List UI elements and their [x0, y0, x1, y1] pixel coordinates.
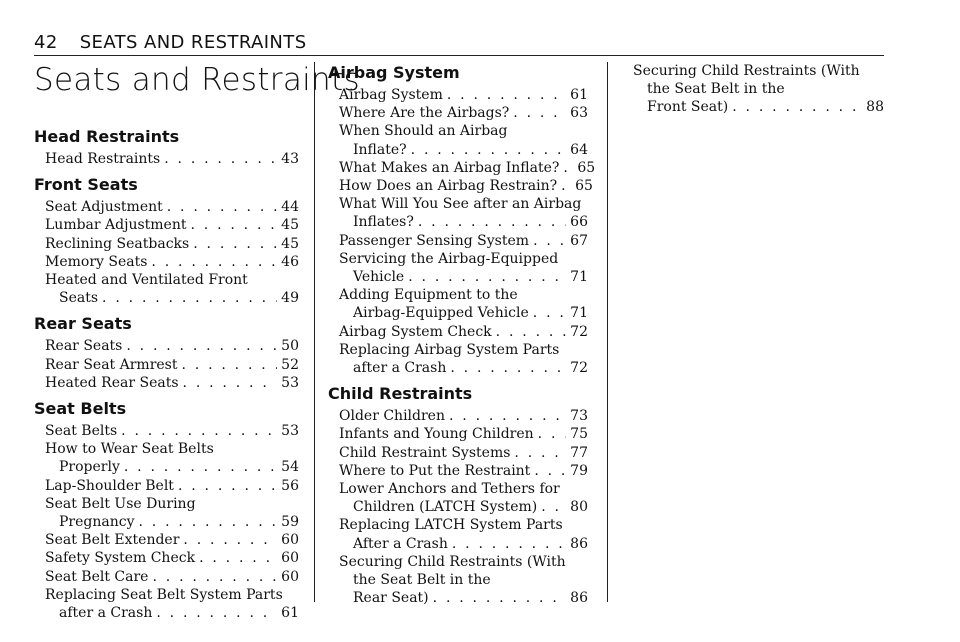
toc-entry-line: [45, 604, 299, 622]
dot-leader: [450, 359, 566, 377]
toc-entry[interactable]: [328, 462, 588, 480]
toc-page-number: 49: [281, 290, 299, 307]
toc-entry-text: Seats: [59, 290, 99, 307]
toc-section-rear-seats: [34, 315, 299, 392]
dot-leader: [124, 458, 277, 476]
toc-entry-text: Airbag-Equipped Vehicle: [353, 305, 529, 322]
toc-entry-line: [339, 286, 588, 304]
toc-column-3: [622, 62, 884, 125]
toc-entry-line: [339, 122, 588, 140]
section-heading: Seat Belts: [34, 399, 127, 419]
toc-entry-line: [339, 553, 588, 571]
toc-page-number: 67: [570, 232, 588, 249]
toc-page-number: 53: [281, 423, 299, 440]
dot-leader: [513, 104, 566, 122]
toc-entry[interactable]: [328, 86, 588, 104]
toc-entry-line: [339, 462, 588, 480]
toc-entry-text: Properly: [59, 459, 120, 476]
toc-entry-line: [45, 198, 299, 216]
toc-entry-line: [339, 444, 588, 462]
toc-page-number: 59: [281, 514, 299, 531]
toc-entry-line: [45, 150, 299, 168]
toc-entry-line: [45, 549, 299, 567]
toc-entry-line: [339, 195, 588, 213]
toc-page-number: 43: [281, 151, 299, 167]
toc-entry-line: [45, 477, 299, 495]
toc-page-number: 61: [281, 605, 299, 622]
toc-entry-text: Lap-Shoulder Belt: [45, 477, 174, 494]
toc-page-number: 56: [281, 477, 299, 494]
dot-leader: [139, 513, 278, 531]
toc-page-number: 71: [570, 269, 588, 286]
dot-leader: [181, 356, 277, 374]
toc-entry[interactable]: [328, 407, 588, 425]
toc-page-number: 66: [570, 214, 588, 231]
toc-entry-line: [45, 289, 299, 307]
toc-entry-text: Children (LATCH System): [353, 499, 538, 516]
toc-entry-line: [339, 341, 588, 359]
section-heading: Child Restraints: [328, 384, 473, 404]
toc-column-1: [34, 62, 360, 630]
toc-entry[interactable]: [34, 531, 299, 549]
toc-entry[interactable]: [34, 477, 299, 495]
dot-leader: [151, 253, 277, 271]
toc-entries: [328, 86, 596, 377]
dot-leader: [732, 98, 862, 116]
dot-leader: [496, 323, 567, 341]
toc-entry[interactable]: [34, 198, 299, 216]
toc-page-number: 71: [570, 305, 588, 322]
toc-entry-line: [339, 232, 588, 250]
toc-entry[interactable]: [328, 516, 588, 552]
toc-entry-line: [339, 104, 588, 122]
toc-entry-text: Front Seat): [647, 99, 729, 116]
toc-entry-line: [339, 480, 588, 498]
toc-entry-line: [45, 337, 299, 355]
toc-entry-line: [45, 440, 299, 458]
toc-entry-text: How Does an Airbag Restrain?: [339, 178, 558, 195]
toc-entry-line: [339, 589, 588, 607]
toc-entry[interactable]: [34, 337, 299, 355]
toc-page-number: 52: [281, 356, 299, 373]
toc-entry[interactable]: [34, 356, 299, 374]
toc-entry-line: [45, 495, 299, 513]
column-divider: [607, 62, 608, 602]
toc-page-number: 44: [281, 199, 299, 216]
toc-entries: [622, 62, 884, 117]
section-heading: Airbag System: [328, 63, 460, 82]
toc-entry-text: after a Crash: [59, 605, 153, 622]
toc-page-number: 54: [281, 459, 299, 476]
dot-leader: [561, 177, 571, 195]
toc-entry-text: Older Children: [339, 408, 445, 425]
dot-leader: [563, 159, 573, 177]
toc-page-number: 77: [570, 444, 588, 461]
toc-entry-line: [339, 425, 588, 443]
toc-entry-line: [339, 159, 596, 177]
toc-entry-line: [45, 458, 299, 476]
toc-page-number: 86: [570, 590, 588, 607]
toc-page-number: 88: [866, 99, 884, 116]
dot-leader: [433, 589, 567, 607]
toc-entry-text: Pregnancy: [59, 514, 135, 531]
toc-entry-text: Replacing Seat Belt System Parts: [45, 586, 283, 603]
toc-entries: [328, 407, 588, 607]
toc-entry[interactable]: [328, 286, 588, 322]
toc-entry-text: Heated and Ventilated Front: [45, 272, 248, 289]
toc-entry[interactable]: [328, 195, 588, 231]
toc-section-child-restraints-continued: [622, 62, 884, 117]
toc-entry-line: [45, 374, 299, 392]
toc-entry-line: [45, 253, 299, 271]
toc-entry-text: Inflate?: [353, 141, 407, 158]
toc-entry-line: [339, 359, 588, 377]
toc-page-number: 60: [281, 550, 299, 567]
toc-entry[interactable]: [34, 253, 299, 271]
toc-entries: [34, 337, 299, 392]
toc-page-number: 45: [281, 217, 299, 234]
toc-entry[interactable]: [328, 122, 588, 158]
dot-leader: [156, 604, 277, 622]
toc-entry[interactable]: [34, 216, 299, 234]
dot-leader: [178, 477, 277, 495]
toc-section-child-restraints: [328, 385, 588, 607]
toc-page-number: 60: [281, 532, 299, 549]
toc-entry-line: [339, 86, 588, 104]
toc-entry-line: [45, 271, 299, 289]
toc-page-number: 79: [570, 462, 588, 479]
dot-leader: [533, 304, 566, 322]
toc-page-number: 65: [575, 178, 593, 195]
toc-entry-line: [45, 356, 299, 374]
toc-entry-text: Lower Anchors and Tethers for: [339, 481, 560, 498]
column-divider: [314, 62, 315, 602]
dot-leader: [447, 86, 566, 104]
dot-leader: [152, 568, 277, 586]
toc-entry-text: Where Are the Airbags?: [339, 105, 510, 122]
toc-entry[interactable]: [328, 232, 588, 250]
toc-entry[interactable]: [328, 444, 588, 462]
toc-entry[interactable]: [34, 271, 299, 307]
toc-entry-text: Rear Seat): [353, 590, 429, 607]
toc-entry[interactable]: [328, 159, 596, 177]
section-heading: Front Seats: [34, 175, 138, 195]
toc-page-number: 46: [281, 253, 299, 270]
section-heading: Rear Seats: [34, 314, 132, 334]
toc-entry-text: Securing Child Restraints (With: [633, 63, 860, 79]
toc-section-seat-belts: [34, 400, 299, 622]
toc-entry-text: Seat Belt Extender: [45, 532, 180, 549]
toc-entry-line: [339, 323, 588, 341]
toc-entry-text: Where to Put the Restraint: [339, 462, 531, 479]
page-number: 42: [34, 32, 58, 53]
toc-entry-line: [339, 268, 588, 286]
toc-page-number: 80: [570, 499, 588, 516]
toc-section-airbag-system: [328, 63, 596, 377]
toc-entry-line: [45, 531, 299, 549]
toc-entry-text: Adding Equipment to the: [339, 287, 518, 304]
toc-entry[interactable]: [34, 440, 299, 476]
section-heading: Head Restraints: [34, 127, 180, 146]
toc-entry-text: Memory Seats: [45, 253, 148, 270]
dot-leader: [199, 549, 277, 567]
dot-leader: [534, 462, 566, 480]
toc-entry-text: after a Crash: [353, 360, 447, 377]
toc-entry-text: Airbag System Check: [339, 323, 492, 340]
toc-entry-text: Seat Adjustment: [45, 199, 163, 216]
toc-entry-text: Seat Belt Use During: [45, 495, 196, 512]
toc-entry-text: What Makes an Airbag Inflate?: [339, 159, 560, 176]
toc-entry-line: [45, 586, 299, 604]
dot-leader: [418, 213, 566, 231]
dot-leader: [449, 407, 566, 425]
toc-entry-text: Airbag System: [339, 87, 443, 103]
toc-entry-line: [339, 498, 588, 516]
toc-entry[interactable]: [328, 323, 588, 341]
toc-entry-text: Replacing Airbag System Parts: [339, 341, 560, 358]
toc-entry-line: [633, 98, 884, 116]
toc-entry[interactable]: [328, 250, 588, 286]
toc-page-number: 86: [570, 535, 588, 552]
toc-entry-line: [45, 422, 299, 440]
toc-page-number: 60: [281, 568, 299, 585]
toc-page-number: 45: [281, 235, 299, 252]
toc-column-2: [328, 62, 596, 615]
toc-entry-text: When Should an Airbag: [339, 123, 508, 140]
toc-entry-text: Infants and Young Children: [339, 426, 534, 443]
toc-entry-text: Lumbar Adjustment: [45, 217, 187, 234]
toc-entry-text: Replacing LATCH System Parts: [339, 517, 563, 534]
toc-entry[interactable]: [328, 425, 588, 443]
toc-entries: [34, 150, 299, 168]
toc-entry-text: Seat Belts: [45, 423, 118, 440]
dot-leader: [193, 235, 277, 253]
dot-leader: [167, 198, 277, 216]
toc-entry-line: [339, 250, 588, 268]
toc-entry-line: [633, 80, 884, 98]
dot-leader: [121, 422, 277, 440]
toc-section-head-restraints: [34, 128, 299, 168]
dot-leader: [408, 268, 566, 286]
dot-leader: [514, 444, 566, 462]
toc-page-number: 72: [570, 360, 588, 377]
toc-entry-text: Inflates?: [353, 214, 414, 231]
dot-leader: [102, 289, 277, 307]
dot-leader: [533, 232, 566, 250]
toc-page-number: 63: [570, 105, 588, 122]
toc-entries: [34, 198, 299, 307]
dot-leader: [183, 531, 277, 549]
toc-entry[interactable]: [328, 177, 593, 195]
toc-entry[interactable]: [328, 341, 588, 377]
toc-entry[interactable]: [34, 374, 299, 392]
toc-entry[interactable]: [34, 586, 299, 622]
toc-entry-text: Servicing the Airbag-Equipped: [339, 250, 559, 267]
toc-entry-text: Safety System Check: [45, 550, 196, 567]
toc-entry-line: [339, 407, 588, 425]
toc-entry-line: [339, 535, 588, 553]
toc-entry-text: Reclining Seatbacks: [45, 235, 190, 252]
toc-entry-text: Seat Belt Care: [45, 568, 149, 585]
toc-entry[interactable]: [328, 104, 588, 122]
toc-entry[interactable]: [34, 549, 299, 567]
toc-entry-text: Vehicle: [353, 269, 405, 286]
toc-entry-text: Head Restraints: [45, 151, 161, 167]
toc-entry-line: [45, 216, 299, 234]
toc-entry-text: After a Crash: [353, 535, 448, 552]
toc-entry[interactable]: [34, 568, 299, 586]
toc-page-number: 65: [577, 159, 596, 176]
toc-entry-text: What Will You See after an Airbag: [339, 196, 582, 213]
dot-leader: [183, 374, 278, 392]
toc-entry-line: [339, 516, 588, 534]
toc-entry[interactable]: [34, 235, 299, 253]
toc-entries: [34, 422, 299, 622]
toc-section-front-seats: [34, 176, 299, 307]
toc-entry-line: [45, 235, 299, 253]
toc-entry-line: [339, 571, 588, 589]
toc-entry-text: How to Wear Seat Belts: [45, 441, 214, 458]
toc-entry-text: Securing Child Restraints (With: [339, 553, 566, 570]
dot-leader: [164, 150, 277, 168]
toc-entry[interactable]: [34, 150, 299, 168]
toc-entry-text: Rear Seat Armrest: [45, 356, 178, 373]
toc-entry[interactable]: [622, 62, 884, 117]
toc-page-number: 50: [281, 338, 299, 355]
toc-entry-text: the Seat Belt in the: [353, 572, 491, 589]
toc-entry-text: Heated Rear Seats: [45, 374, 179, 391]
dot-leader: [452, 535, 566, 553]
toc-entry[interactable]: [328, 553, 588, 608]
header-rule: [34, 55, 884, 56]
running-head-title: SEATS AND RESTRAINTS: [79, 32, 307, 53]
dot-leader: [541, 498, 566, 516]
toc-page-number: 64: [570, 141, 588, 158]
toc-page-number: 72: [570, 323, 588, 340]
toc-entry[interactable]: [328, 480, 588, 516]
toc-entry-line: [339, 177, 593, 195]
toc-entry-line: [45, 568, 299, 586]
toc-entry-text: Rear Seats: [45, 338, 123, 355]
toc-entry-text: the Seat Belt in the: [647, 81, 785, 98]
chapter-title: Seats and Restraints: [34, 62, 360, 98]
toc-page-number: 75: [570, 426, 588, 443]
toc-entry[interactable]: [34, 422, 299, 440]
dot-leader: [538, 425, 567, 443]
toc-entry-line: [339, 213, 588, 231]
toc-page-number: 73: [570, 408, 588, 425]
dot-leader: [126, 337, 277, 355]
dot-leader: [190, 216, 277, 234]
toc-entry-text: Passenger Sensing System: [339, 232, 530, 249]
toc-entry-line: [339, 304, 588, 322]
toc-entry-line: [633, 62, 884, 80]
toc-entry-text: Child Restraint Systems: [339, 444, 511, 461]
toc-page-number: 61: [570, 87, 588, 103]
toc-entry-line: [339, 141, 588, 159]
dot-leader: [411, 141, 567, 159]
toc-page-number: 53: [281, 374, 299, 391]
running-head: [34, 32, 307, 53]
toc-entry-line: [45, 513, 299, 531]
toc-entry[interactable]: [34, 495, 299, 531]
